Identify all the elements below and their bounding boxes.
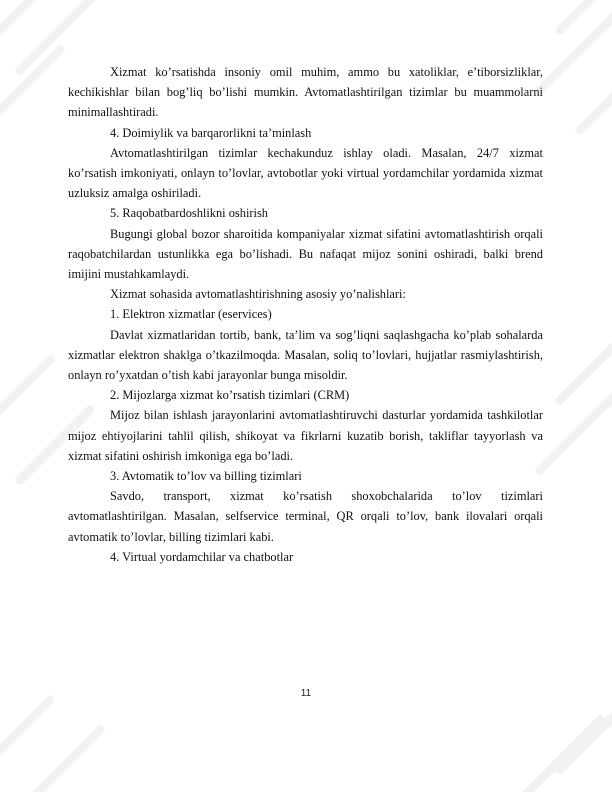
section-heading: 5. Raqobatbardoshlikni oshirish [110,206,268,221]
section-heading: 3. Avtomatik to’lov va billing tizimlari [110,469,302,484]
paragraph: Mijoz bilan ishlash jarayonlarini avtomatlashtiruvchi dasturlar yordamida tashkilotlar mijoz ehtiyojlarini tahlil qilish, shikoyat va fikrlarni kuzatib borish, takliflar tayyorlash va xizmat sifatini oshirish imkoniga ega bo’ladi. [68,408,543,463]
section-heading: 1. Elektron xizmatlar (eservices) [110,307,272,322]
document-body [68,62,543,567]
section-heading: Xizmat sohasida avtomatlashtirishning asosiy yo’nalishlari: [110,287,406,302]
page-number: 11 [300,688,312,699]
section-heading: 4. Doimiylik va barqarorlikni ta’minlash [110,125,312,140]
section-heading: 4. Virtual yordamchilar va chatbotlar [110,549,294,564]
paragraph: Davlat xizmatlaridan tortib, bank, ta’lim va sog’liqni saqlashgacha ko’plab sohalarda xizmatlar elektron shaklga o’tkazilmoqda. Masalan, soliq to’lovlari, hujjatlar rasmiylashtirish, onlayn ro’yxatdan o’tish kabi jarayonlar bunga misoldir. [68,327,543,383]
paragraph: Bugungi global bozor sharoitida kompaniyalar xizmat sifatini avtomatlashtirish orqali raqobatchilardan ustunlikka ega bo’lishadi. Bu nafaqat mijoz sonini oshiradi, balki brend imijini mustahkamlaydi. [68,226,543,282]
paragraph: Avtomatlashtirilgan tizimlar kechakunduz ishlay oladi. Masalan, 24/7 xizmat ko’rsatish imkoniyati, onlayn to’lovlar, avtobotlar yoki virtual yordamchilar yordamida xizmat uzluksiz amalga oshiriladi. [68,145,543,201]
paragraph: Xizmat ko’rsatishda insoniy omil muhim, ammo bu xatoliklar, e’tiborsizliklar, kechikishlar bilan bog’liq bo’lishi mumkin. Avtomatlashtirilgan tizimlar bu muammolarni minimallashtiradi. [68,65,543,120]
paragraph: Savdo, transport, xizmat ko’rsatish shoxobchalarida to’lov tizimlari avtomatlashtirilgan. Masalan, selfservice terminal, QR orqali to’lov, bank ilovalari orqali avtomatik to’lovlar, billing tizimlari kabi. [68,489,543,544]
section-heading: 2. Mijozlarga xizmat ko’rsatish tizimlari (CRM) [110,388,350,403]
